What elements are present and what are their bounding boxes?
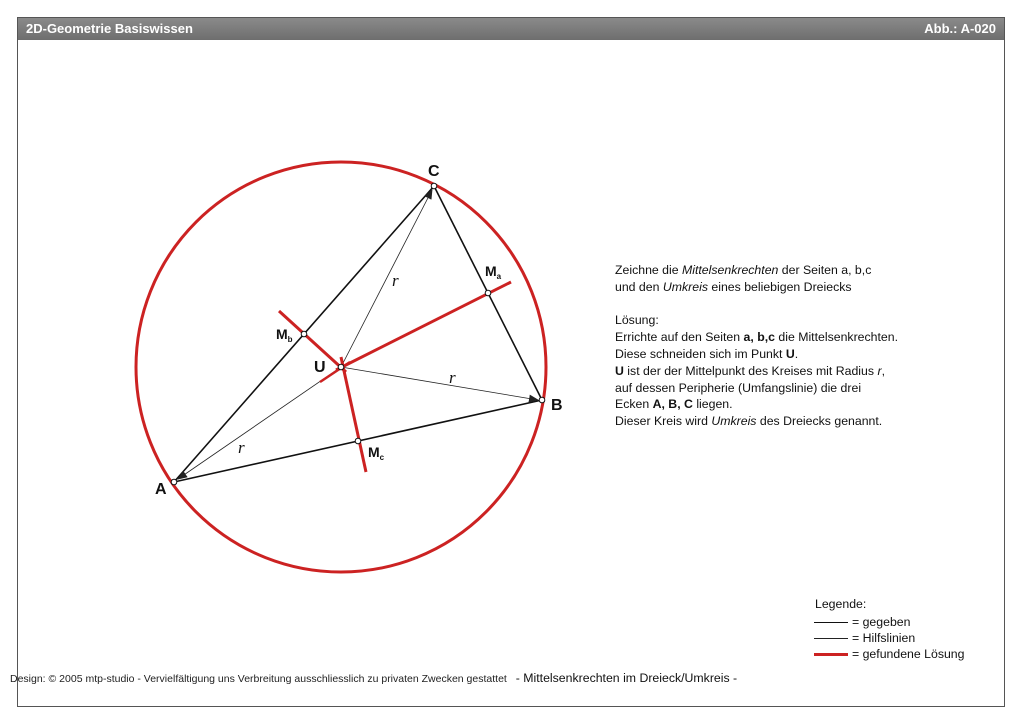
legend-title: Legende: <box>815 597 867 611</box>
desc-line-7: Ecken A, B, C liegen. <box>615 397 733 412</box>
footer-caption: - Mittelsenkrechten im Dreieck/Umkreis - <box>515 671 738 685</box>
midpoint-b-marker <box>301 331 307 337</box>
point-a-marker <box>171 479 177 485</box>
label-b: B <box>551 397 563 414</box>
midpoint-a-marker <box>485 290 491 296</box>
label-r-lower: r <box>238 438 245 457</box>
label-r-upper: r <box>392 271 399 290</box>
legend-item-given <box>814 614 965 630</box>
label-r-right: r <box>449 368 456 387</box>
desc-line-1: Zeichne die Mittelsenkrechten der Seiten a, b,c <box>615 263 872 277</box>
label-u: U <box>314 359 326 376</box>
radius-to-b <box>341 367 538 400</box>
point-b-marker <box>539 397 545 403</box>
description-text <box>615 262 898 430</box>
desc-line-6: auf dessen Peripherie (Umfangslinie) die drei <box>615 380 862 395</box>
desc-line-5: U ist der der Mittelpunkt des Kreises mit Radius r, <box>615 363 885 378</box>
label-c: C <box>428 163 440 180</box>
legend-label-helper: = Hilfslinien <box>852 631 916 645</box>
label-mb: $M_b$ <box>276 326 293 344</box>
footer <box>10 671 737 685</box>
desc-line-3: Errichte auf den Seiten a, b,c die Mittelsenkrechten. <box>615 330 898 345</box>
legend-item-helper <box>814 630 965 646</box>
figure-id: Abb.: A-020 <box>924 21 996 36</box>
legend-item-solution <box>814 646 965 662</box>
legend <box>814 597 965 662</box>
legend-label-given: = gegeben <box>852 615 911 629</box>
desc-line-2: und den Umkreis eines beliebigen Dreiecks <box>615 279 852 294</box>
page-title: 2D-Geometrie Basiswissen <box>26 21 193 36</box>
solution-heading: Lösung: <box>615 313 659 328</box>
desc-line-8: Dieser Kreis wird Umkreis des Dreiecks genannt. <box>615 414 883 429</box>
label-ma: $M_a$ <box>485 263 502 281</box>
label-a: A <box>155 481 167 498</box>
label-mc: $M_c$ <box>368 444 385 462</box>
desc-line-4: Diese schneiden sich im Punkt U. <box>615 346 799 361</box>
bisector-c <box>341 357 366 472</box>
point-c-marker <box>431 183 437 189</box>
footer-credit: Design: © 2005 mtp-studio - Vervielfältigung uns Verbreitung ausschliesslich zu privaten Zwecken gestattet <box>10 673 507 685</box>
legend-swatch-solution <box>814 653 848 656</box>
legend-swatch-helper <box>814 638 848 639</box>
radius-to-c <box>341 190 432 367</box>
midpoint-c-marker <box>355 438 361 444</box>
legend-label-solution: = gefundene Lösung <box>852 647 965 661</box>
legend-swatch-given <box>814 622 848 623</box>
point-u-marker <box>338 364 344 370</box>
